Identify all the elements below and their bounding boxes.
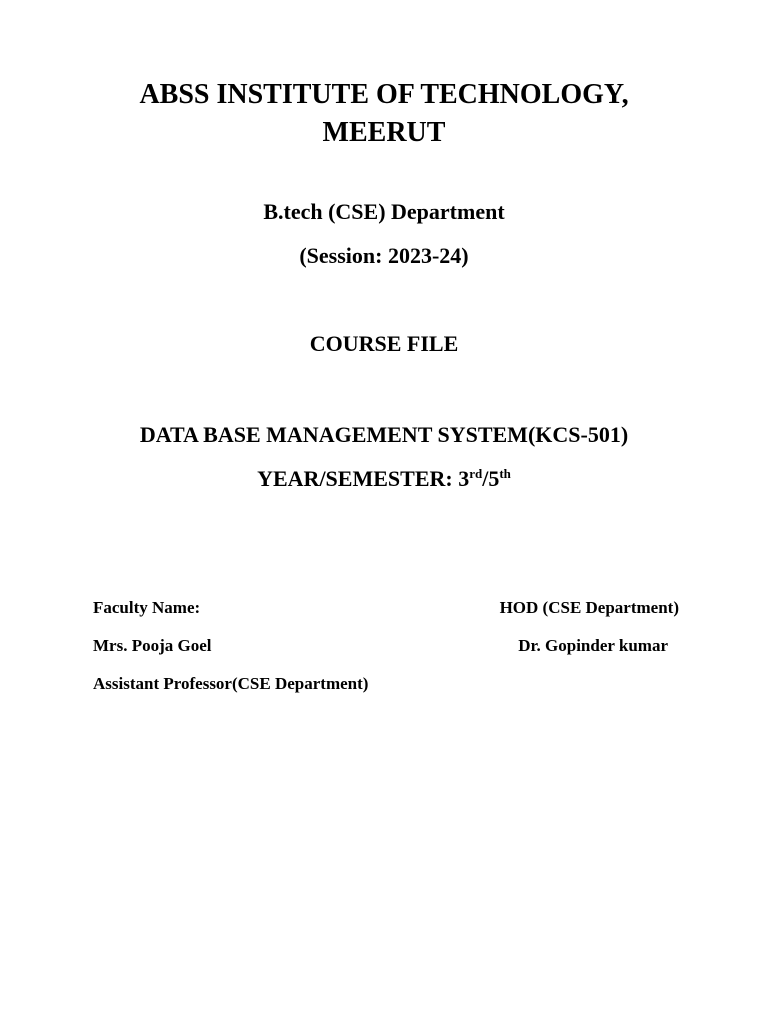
document-type-title: COURSE FILE bbox=[309, 331, 459, 356]
department-name: B.tech (CSE) Department bbox=[263, 199, 505, 224]
institute-name-line-2: MEERUT bbox=[322, 117, 446, 148]
faculty-designation: Assistant Professor(CSE Department) bbox=[93, 674, 369, 693]
hod-label: HOD (CSE Department) bbox=[499, 598, 679, 617]
session-label: (Session: 2023-24) bbox=[299, 243, 469, 268]
subject-title: DATA BASE MANAGEMENT SYSTEM(KCS-501) bbox=[139, 422, 629, 447]
semester-value: 5 bbox=[488, 466, 500, 491]
year-semester-label: YEAR/SEMESTER: bbox=[257, 466, 459, 491]
faculty-name-label: Faculty Name: bbox=[93, 598, 201, 617]
year-semester-line bbox=[0, 464, 768, 497]
faculty-name: Mrs. Pooja Goel bbox=[93, 636, 212, 655]
year-semester-separator: / bbox=[482, 466, 489, 491]
year-value: 3 bbox=[458, 466, 470, 491]
hod-name: Dr. Gopinder kumar bbox=[518, 636, 668, 655]
year-suffix: rd bbox=[469, 466, 483, 481]
institute-name-line-1: ABSS INSTITUTE OF TECHNOLOGY, bbox=[139, 79, 629, 110]
semester-suffix: th bbox=[499, 466, 511, 481]
